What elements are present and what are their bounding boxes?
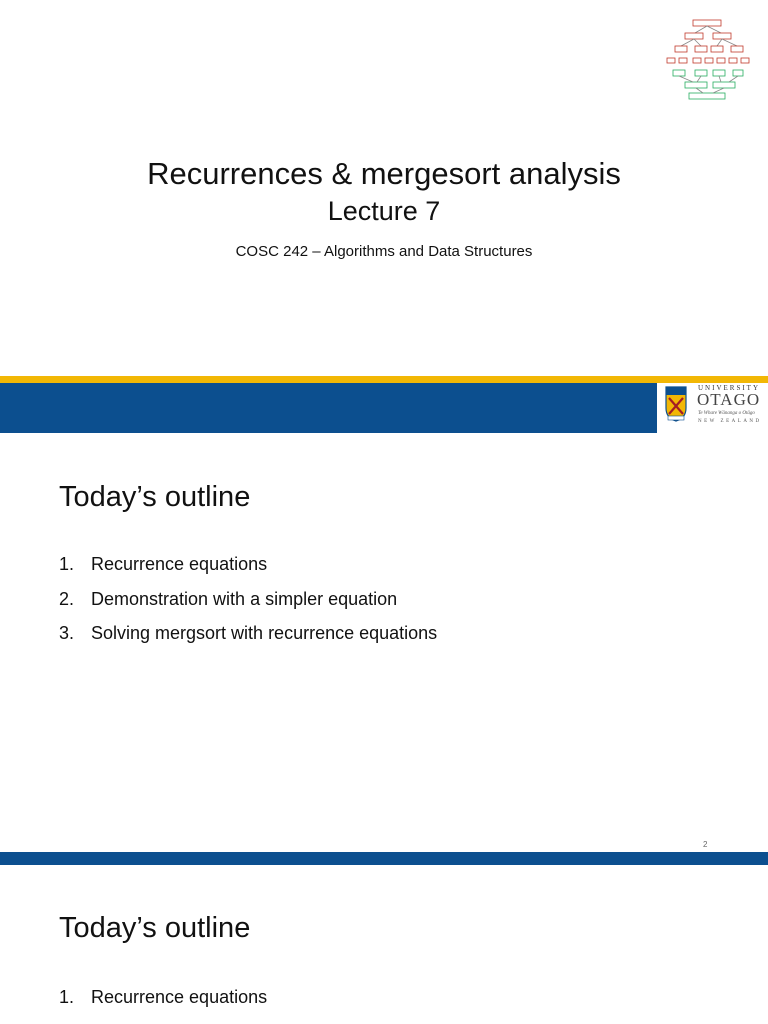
crest-icon — [665, 386, 687, 422]
list-item: 1. Recurrence equations — [59, 987, 268, 1007]
footer-band — [0, 852, 768, 865]
outline-list — [59, 552, 437, 656]
list-item: 2. Demonstration with a simpler equation — [59, 588, 398, 609]
outline-list — [59, 985, 267, 1020]
outline-slide — [0, 433, 768, 865]
country-label: NEW ZEALAND — [698, 419, 762, 424]
list-item: 1. Recurrence equations — [59, 554, 268, 574]
slide-heading: Today’s outline — [59, 481, 251, 513]
slide-heading: Today’s outline — [59, 912, 251, 944]
gold-stripe — [0, 376, 768, 383]
university-logo — [657, 383, 768, 433]
university-label: UNIVERSITY — [698, 384, 760, 392]
course-name: COSC 242 – Algorithms and Data Structures — [235, 243, 533, 260]
outline-slide — [0, 865, 768, 1024]
university-tagline: Te Whare Wānanga o Otāgo — [698, 411, 755, 416]
blue-band — [0, 383, 657, 433]
list-item: 3. Solving mergsort with recurrence equations — [59, 623, 438, 643]
page-number: 2 — [703, 840, 708, 849]
slide-title: Recurrences & mergesort analysis — [147, 156, 621, 191]
mergesort-tree-icon — [663, 18, 751, 100]
blue-band — [0, 852, 768, 865]
title-slide — [0, 0, 768, 433]
lecture-number: Lecture 7 — [327, 196, 441, 226]
university-name: OTAGO — [697, 390, 761, 409]
footer-band — [0, 376, 768, 433]
